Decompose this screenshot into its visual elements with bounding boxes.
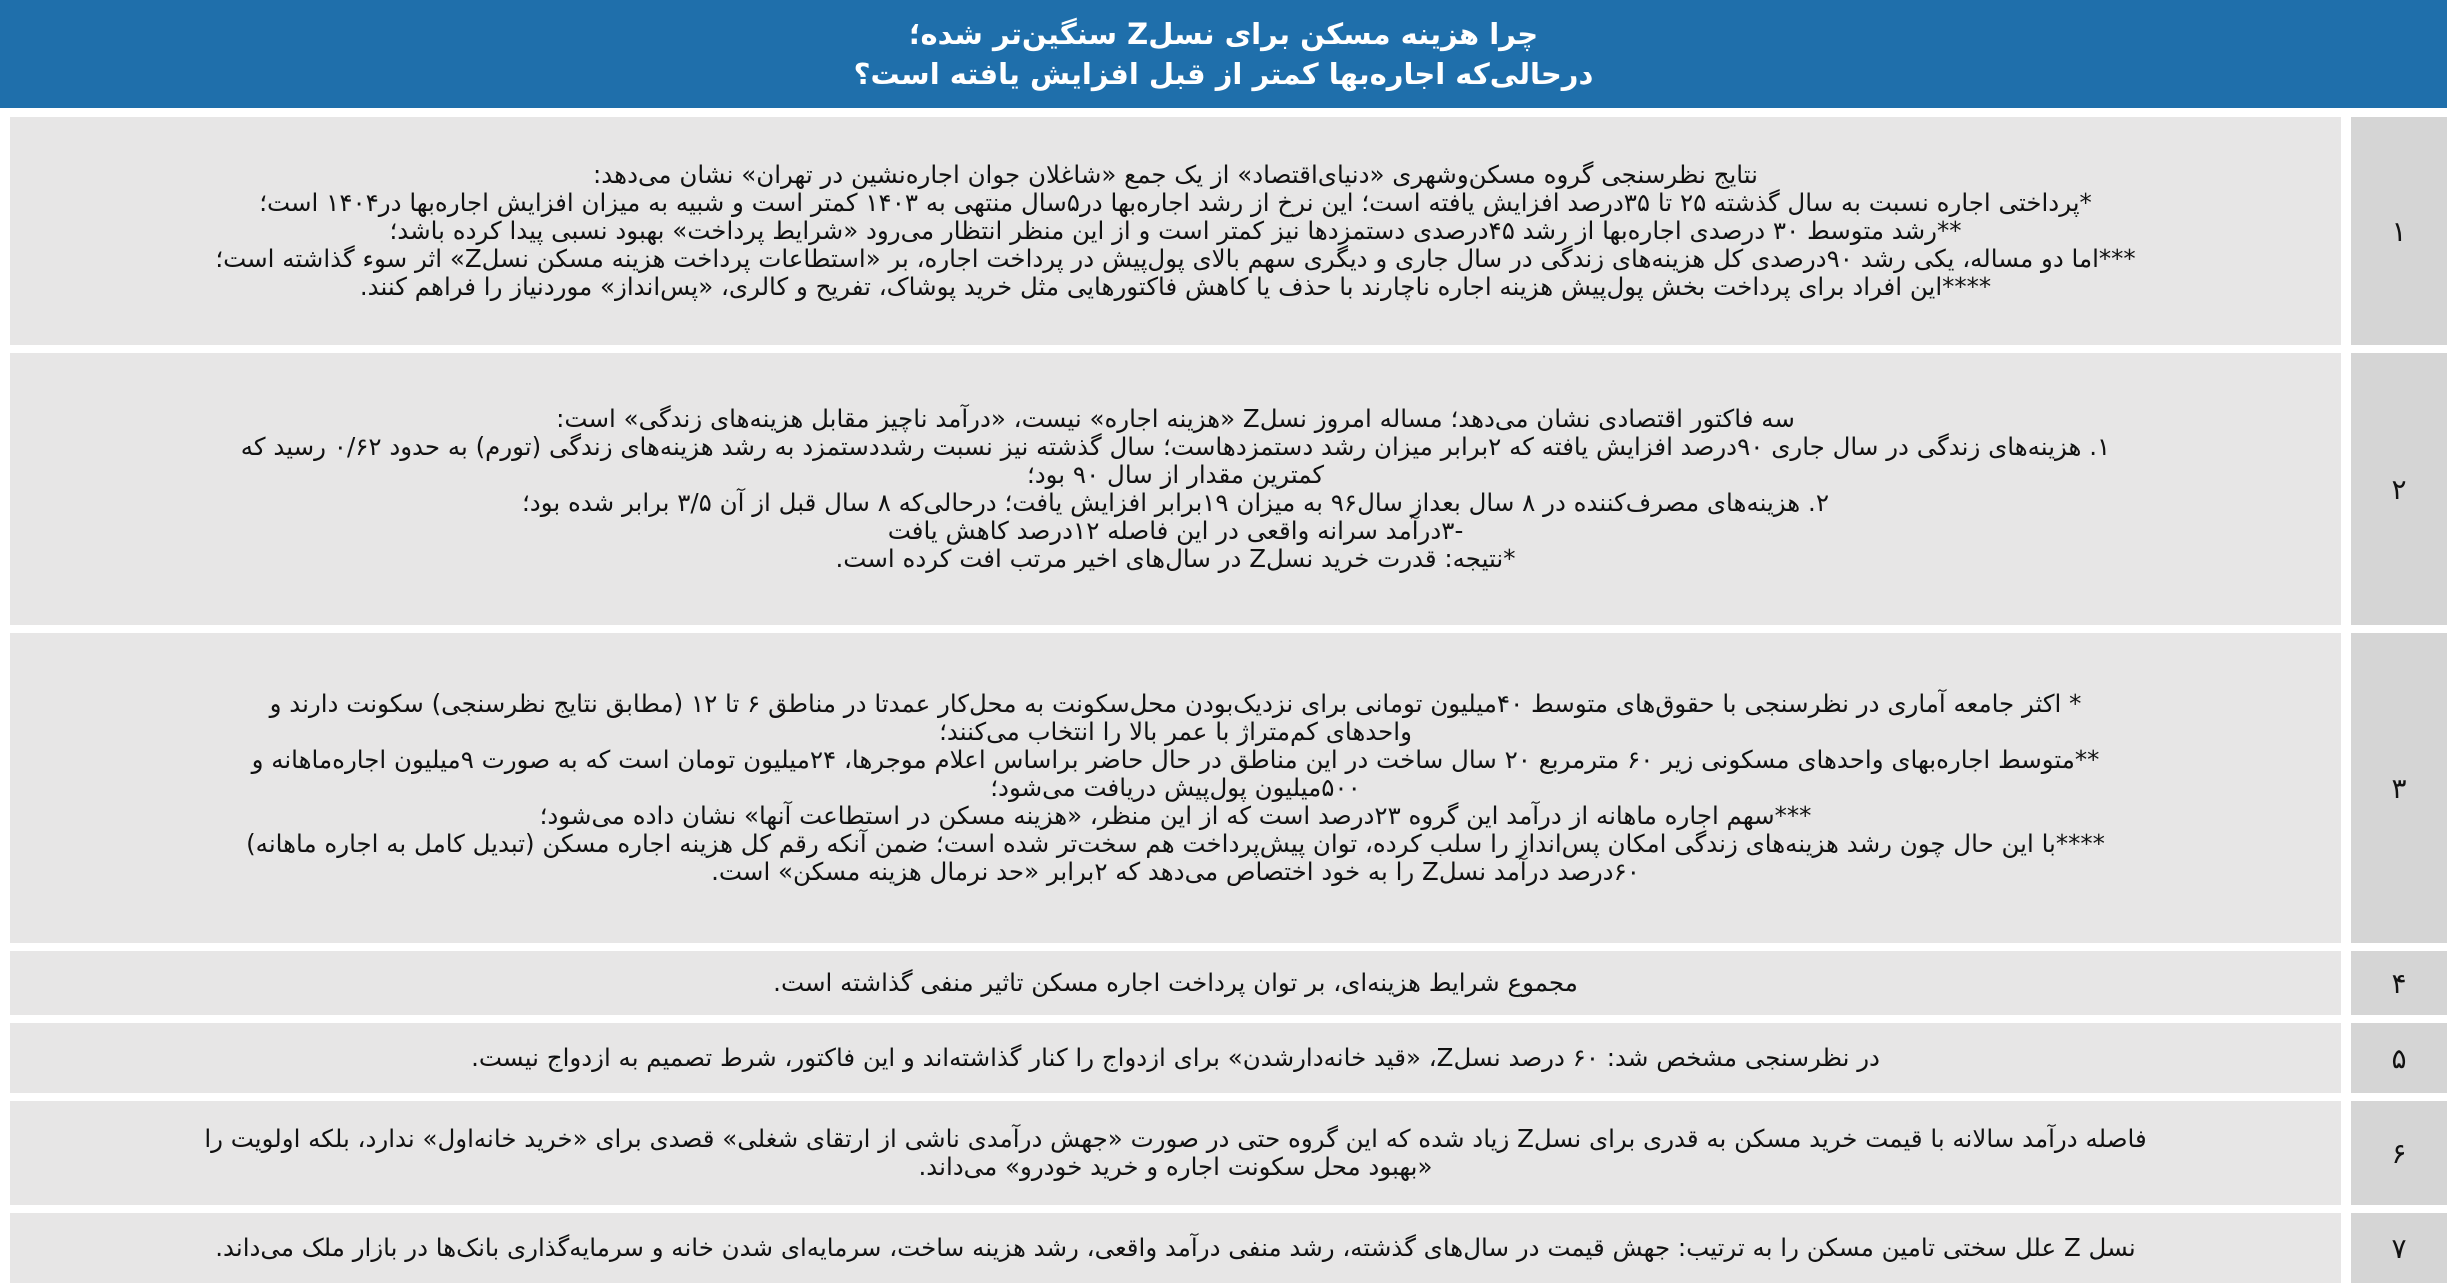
row-number: ۵ xyxy=(2351,1023,2447,1093)
row-number: ۷ xyxy=(2351,1213,2447,1283)
row-text: فاصله درآمد سالانه با قیمت خرید مسکن به قدری برای نسلZ زیاد شده که این گروه حتی در صورت «جهش درآمدی ناشی از ارتقای شغلی» قصدی برای «خرید خانه‌اول» ندارد، بلکه اولویت را xyxy=(204,1124,2147,1153)
row-text: مجموع شرایط هزینه‌ای، بر توان پرداخت اجاره مسکن تاثیر منفی گذاشته است. xyxy=(773,968,1578,997)
row-text: ۱. هزینه‌های زندگی در سال جاری ۹۰درصد افزایش یافته که ۲برابر میزان رشد دستمزدهاست؛ سال گذشته نیز نسبت رشددستمزد به رشد هزینه‌های زندگی (تورم) به حدود ۰/۶۲ رسید که xyxy=(240,432,2111,461)
row-text: ****با این حال چون رشد هزینه‌های زندگی امکان پس‌انداز را سلب کرده، توان پیش‌پرداخت هم سخت‌تر شده است؛ ضمن آنکه رقم کل هزینه اجاره مسکن (تبدیل کامل به اجاره ماهانه) xyxy=(246,829,2105,858)
table-header xyxy=(0,0,2447,108)
table-row xyxy=(0,117,2447,345)
row-number: ۱ xyxy=(2351,117,2447,345)
row-number: ۶ xyxy=(2351,1101,2447,1205)
row-text: واحدهای کم‌متراژ با عمر بالا را انتخاب می‌کنند؛ xyxy=(939,717,1412,746)
row-text: کمترین مقدار از سال ۹۰ بود؛ xyxy=(1026,460,1325,489)
row-text: ***سهم اجاره ماهانه از درآمد این گروه ۲۳درصد است که از این منظر، «هزینه مسکن در استطاعت آنها» نشان داده می‌شود؛ xyxy=(539,801,1812,830)
row-content xyxy=(10,117,2341,345)
row-content xyxy=(10,1101,2341,1205)
row-text: ۲. هزینه‌های مصرف‌کننده در ۸ سال بعداز سال۹۶ به میزان ۱۹برابر افزایش یافت؛ درحالی‌که ۸ سال قبل از آن ۳/۵ برابر شده بود؛ xyxy=(522,488,1829,517)
row-content xyxy=(10,1213,2341,1283)
row-text: نسل Z علل سختی تامین مسکن را به ترتیب: جهش قیمت در سال‌های گذشته، رشد منفی درآمد واقعی، رشد هزینه ساخت، سرمایه‌ای شدن خانه و سرمایه‌گذاری بانک‌ها در بازار ملک می‌داند. xyxy=(215,1233,2136,1262)
table-row xyxy=(0,1101,2447,1205)
row-text: ***اما دو مساله، یکی رشد ۹۰درصدی کل هزینه‌های زندگی در سال جاری و دیگری سهم بالای پول‌پیش در پرداخت اجاره، بر «استطاعات پرداخت هزینه مسکن نسلZ» اثر سوء گذاشته است؛ xyxy=(215,244,2136,273)
row-text: ****این افراد برای پرداخت بخش پول‌پیش هزینه اجاره ناچارند با حذف یا کاهش فاکتورهایی مثل خرید پوشاک، تفریح و کالری، «پس‌انداز» موردنیاز را فراهم کنند. xyxy=(359,272,1992,301)
row-content xyxy=(10,633,2341,943)
row-text: **رشد متوسط ۳۰ درصدی اجاره‌بها از رشد ۴۵درصدی دستمزدها نیز کمتر است و از این منظر انتظار می‌رود «شرایط پرداخت» بهبود نسبی پیدا کرده باشد؛ xyxy=(389,216,1962,245)
row-number: ۴ xyxy=(2351,951,2447,1015)
row-content xyxy=(10,1023,2341,1093)
table-row xyxy=(0,353,2447,625)
row-text: سه فاکتور اقتصادی نشان می‌دهد؛ مساله امروز نسلZ «هزینه اجاره» نیست، «درآمد ناچیز مقابل هزینه‌های زندگی» است: xyxy=(556,404,1795,433)
table-row xyxy=(0,951,2447,1015)
row-content xyxy=(10,353,2341,625)
table-row xyxy=(0,1213,2447,1283)
row-text: * اکثر جامعه آماری در نظرسنجی با حقوق‌های متوسط ۴۰میلیون تومانی برای نزدیک‌بودن محل‌سکونت به محل‌کار عمدتا در مناطق ۶ تا ۱۲ (مطابق نتایج نظرسنجی) سکونت دارند و xyxy=(269,689,2082,718)
table-row xyxy=(0,1023,2447,1093)
row-text: **متوسط اجاره‌بهای واحدهای مسکونی زیر ۶۰ مترمربع ۲۰ سال ساخت در این مناطق در حال حاضر براساس اعلام موجرها، ۲۴میلیون تومان است که به صورت ۹میلیون اجاره‌ماهانه و xyxy=(251,745,2100,774)
row-text: در نظرسنجی مشخص شد: ۶۰ درصد نسلZ، «قید خانه‌دارشدن» برای ازدواج را کنار گذاشته‌اند و این فاکتور، شرط تصمیم به ازدواج نیست. xyxy=(471,1043,1880,1072)
row-number: ۲ xyxy=(2351,353,2447,625)
title-line-2: درحالی‌که اجاره‌بها کمتر از قبل افزایش یافته است؟ xyxy=(853,57,1594,91)
row-number: ۳ xyxy=(2351,633,2447,943)
row-content xyxy=(10,951,2341,1015)
row-text: «بهبود محل سکونت اجاره و خرید خودرو» می‌داند. xyxy=(918,1152,1433,1181)
row-text: *پرداختی اجاره نسبت به سال گذشته ۲۵ تا ۳۵درصد افزایش یافته است؛ این نرخ از رشد اجاره‌بها در۵سال منتهی به ۱۴۰۳ کمتر است و شبیه به میزان افزایش اجاره‌بها در۱۴۰۴ است؛ xyxy=(259,188,2092,217)
row-text: نتایج نظرسنجی گروه مسکن‌وشهری «دنیای‌اقتصاد» از یک جمع «شاغلان جوان اجاره‌نشین در تهران» نشان می‌دهد: xyxy=(593,160,1758,189)
row-text: *نتیجه: قدرت خرید نسلZ در سال‌های اخیر مرتب افت کرده است. xyxy=(835,544,1516,573)
title-line-1: چرا هزینه مسکن برای نسلZ سنگین‌تر شده؛ xyxy=(908,17,1539,51)
table-row xyxy=(0,633,2447,943)
row-text: -۳درآمد سرانه واقعی در این فاصله ۱۲درصد کاهش یافت xyxy=(887,516,1464,545)
row-text: ۵۰۰میلیون پول‌پیش دریافت می‌شود؛ xyxy=(990,773,1361,802)
row-text: ۶۰درصد درآمد نسلZ را به خود اختصاص می‌دهد که ۲برابر «حد نرمال هزینه مسکن» است. xyxy=(711,857,1640,886)
